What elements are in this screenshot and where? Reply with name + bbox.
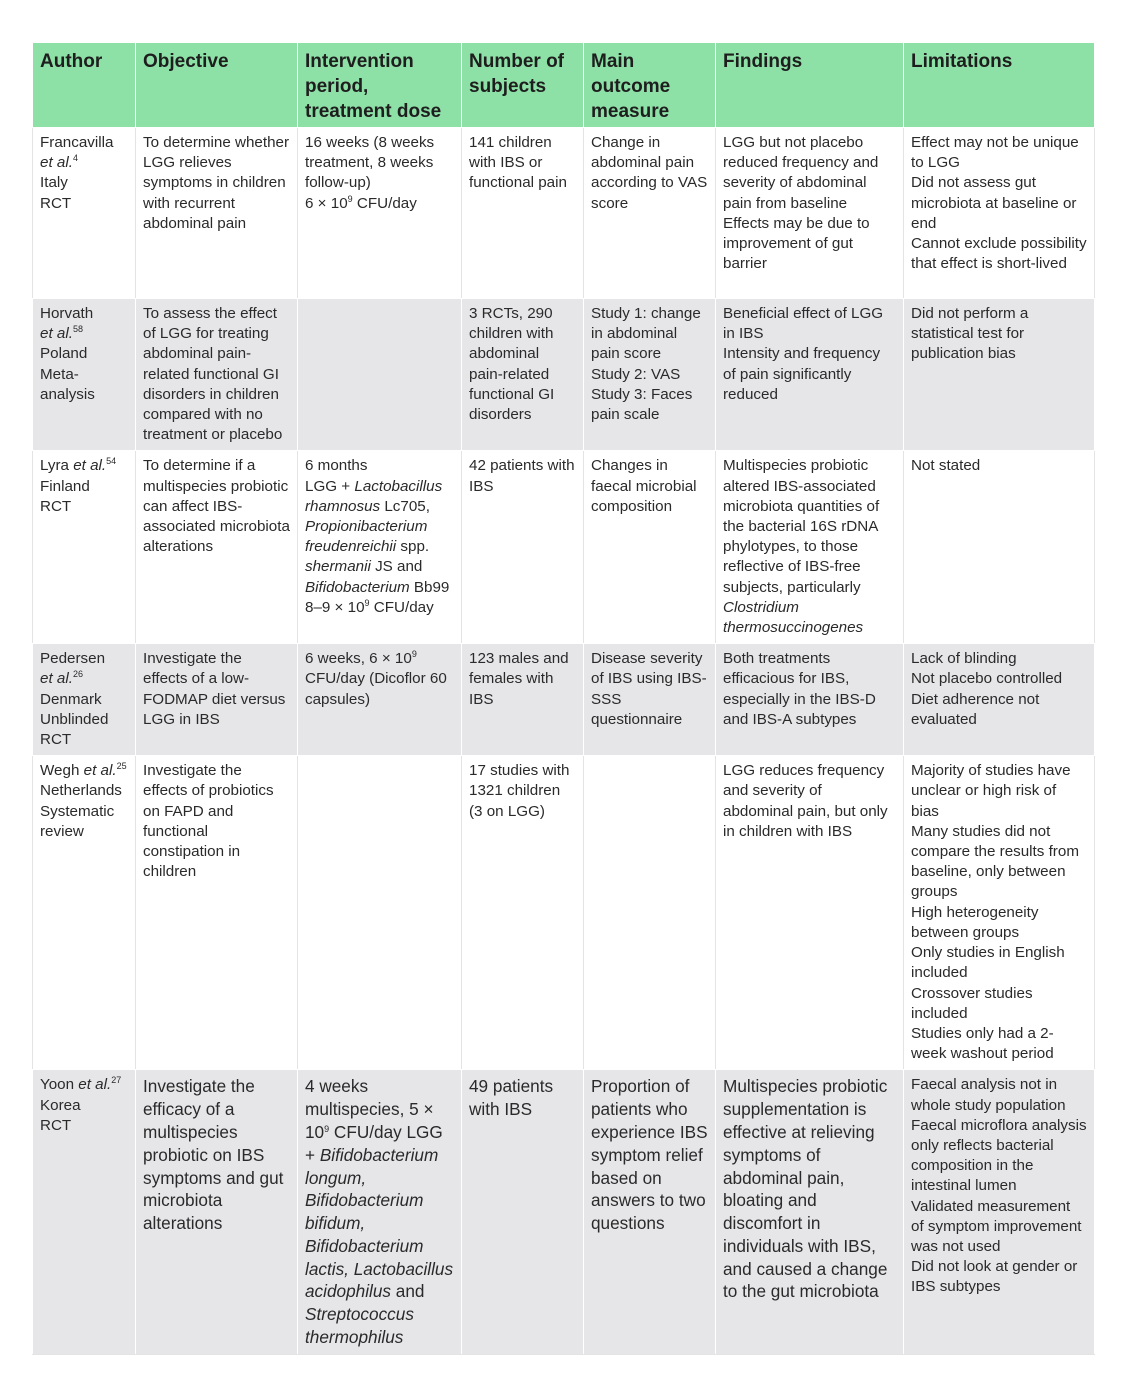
table-row	[33, 299, 1095, 451]
subjects-cell: 42 patients with IBS	[462, 451, 584, 644]
intervention-cell	[298, 644, 462, 756]
intervention-text: CFU/day LGG +	[305, 1121, 443, 1165]
limitation-line: Effect may not be unique to LGG	[911, 134, 1079, 172]
header-subjects: Number of subjects	[462, 43, 584, 128]
header-outcome: Main outcome measure	[584, 43, 716, 128]
study-design: Systematic review	[40, 802, 115, 840]
author-name: Pedersen	[40, 650, 106, 668]
limitations-cell	[904, 644, 1095, 756]
limitations-cell	[904, 756, 1095, 1070]
intervention-cell	[298, 1070, 462, 1355]
reference: 58	[72, 324, 83, 335]
et-al: et al.	[83, 762, 117, 780]
intervention-text: 4 weeks multispecies, 5 × 10	[305, 1076, 434, 1142]
country: Netherlands	[40, 782, 122, 800]
table-row	[33, 451, 1095, 644]
intervention-cell	[298, 451, 462, 644]
table-row	[33, 756, 1095, 1070]
outcome-line: Study 2: VAS	[591, 365, 681, 383]
country: Italy	[40, 174, 68, 192]
intervention-line: 16 weeks (8 weeks treatment, 8 weeks follow-up)	[305, 134, 435, 192]
outcome-cell: Proportion of patients who experience IBS symptom relief based on answers to two questions	[584, 1070, 716, 1355]
header-findings: Findings	[716, 43, 904, 128]
subjects-cell: 123 males and females with IBS	[462, 644, 584, 756]
table-row	[33, 644, 1095, 756]
et-al: et al.	[40, 670, 73, 688]
subjects-cell: 141 children with IBS or functional pain	[462, 128, 584, 299]
table-row	[33, 128, 1095, 299]
limitation-line: Crossover studies included	[911, 984, 1033, 1022]
author-name: Francavilla	[40, 134, 114, 151]
limitation-line: Not stated	[911, 457, 981, 475]
outcome-cell: Change in abdominal pain according to VAS score	[584, 128, 716, 299]
outcome-cell: Changes in faecal microbial composition	[584, 451, 716, 644]
author-cell	[33, 756, 136, 1070]
intervention-text: JS and	[370, 558, 423, 576]
objective-cell: Investigate the efficacy of a multispecies probiotic on IBS symptoms and gut microbiota alterations	[136, 1070, 298, 1355]
finding-text: Multispecies probiotic altered IBS-associated microbiota quantities of the bacterial 16S rDNA phylotypes, to those reflective of IBS-free subjects, particularly	[723, 457, 880, 596]
limitations-cell	[904, 1070, 1095, 1355]
limitation-line: Not placebo controlled	[911, 670, 1063, 688]
objective-cell: To determine whether LGG relieves symptoms in children with recurrent abdominal pain	[136, 128, 298, 299]
findings-cell	[716, 451, 904, 644]
species-name: Lactobacillus rhamnosus	[305, 477, 443, 515]
reference: 54	[106, 456, 117, 467]
header-author: Author	[33, 43, 136, 128]
country: Denmark	[40, 690, 102, 708]
finding-line: Effects may be due to improvement of gut barrier	[723, 214, 870, 273]
finding-line: Both treatments efficacious for IBS, especially in the IBS-D and IBS-A subtypes	[723, 650, 876, 728]
intervention-cell	[298, 299, 462, 451]
et-al: et al.	[40, 325, 73, 343]
author-name: Wegh	[40, 762, 84, 780]
objective-cell: Investigate the effects of probiotics on FAPD and functional constipation in children	[136, 756, 298, 1070]
intervention-cell	[298, 128, 462, 299]
outcome-cell	[584, 299, 716, 451]
findings-cell	[716, 756, 904, 1070]
reference: 27	[111, 1075, 122, 1086]
intervention-text: CFU/day (Dicoflor 60 capsules)	[305, 670, 447, 708]
limitation-line: Did not look at gender or IBS subtypes	[911, 1258, 1078, 1296]
header-objective: Objective	[136, 43, 298, 128]
study-design: RCT	[40, 1116, 72, 1134]
species-name: shermanii	[305, 558, 371, 576]
author-cell	[33, 299, 136, 451]
objective-cell: To assess the effect of LGG for treating abdominal pain-related functional GI disorders in children compared with no treatment or placebo	[136, 299, 298, 451]
limitations-cell	[904, 128, 1095, 299]
finding-line: LGG but not placebo reduced frequency and severity of abdominal pain from baseline	[723, 134, 879, 212]
study-design: Unblinded RCT	[40, 710, 109, 749]
limitation-line: Studies only had a 2-week washout period	[911, 1024, 1054, 1063]
limitation-line: High heterogeneity between groups	[911, 903, 1039, 941]
findings-cell	[716, 644, 904, 756]
author-name: Horvath	[40, 305, 94, 322]
limitation-line: Did not perform a statistical test for publication bias	[911, 305, 1029, 363]
intervention-text: Bb99 8–9 × 10	[305, 578, 450, 616]
species-name: Propionibacterium freudenreichii	[305, 518, 428, 556]
findings-cell	[716, 1070, 904, 1355]
finding-line: Beneficial effect of LGG in IBS	[723, 305, 884, 343]
reference: 4	[72, 153, 78, 164]
exponent: 9	[324, 1123, 330, 1134]
objective-cell: Investigate the effects of a low-FODMAP diet versus LGG in IBS	[136, 644, 298, 756]
limitation-line: Cannot exclude possibility that effect is short-lived	[911, 235, 1087, 273]
exponent: 9	[347, 193, 353, 204]
outcome-cell: Disease severity of IBS using IBS-SSS questionnaire	[584, 644, 716, 756]
header-limitations: Limitations	[904, 43, 1095, 128]
subjects-cell: 17 studies with 1321 children (3 on LGG)	[462, 756, 584, 1070]
country: Poland	[40, 345, 88, 363]
objective-cell: To determine if a multispecies probiotic can affect IBS-associated microbiota alterations	[136, 451, 298, 644]
exponent: 9	[411, 649, 417, 660]
study-design: RCT	[40, 194, 72, 212]
limitation-line: Faecal microflora analysis only reflects bacterial composition in the intestinal lumen	[911, 1116, 1087, 1195]
author-name: Yoon	[40, 1076, 79, 1094]
table-header-row	[33, 43, 1095, 128]
exponent: 9	[364, 597, 370, 608]
intervention-text: 6 weeks, 6 × 10	[305, 650, 412, 668]
limitation-line: Faecal analysis not in whole study population	[911, 1076, 1066, 1114]
species-name: Bifidobacterium	[305, 578, 410, 596]
findings-cell	[716, 128, 904, 299]
findings-cell	[716, 299, 904, 451]
reference: 26	[72, 669, 83, 680]
country: Korea	[40, 1096, 81, 1114]
subjects-cell: 3 RCTs, 290 children with abdominal pain-related functional GI disorders	[462, 299, 584, 451]
limitation-line: Validated measurement of symptom improvement was not used	[911, 1197, 1082, 1255]
et-al: et al.	[40, 154, 73, 172]
limitations-cell	[904, 299, 1095, 451]
limitation-line: Lack of blinding	[911, 650, 1017, 668]
author-name: Lyra	[40, 457, 69, 475]
intervention-text: CFU/day	[352, 194, 417, 212]
intervention-text: CFU/day	[369, 598, 434, 616]
intervention-cell	[298, 756, 462, 1070]
limitation-line: Majority of studies have unclear or high risk of bias	[911, 762, 1071, 820]
finding-line: LGG reduces frequency and severity of abdominal pain, but only in children with IBS	[723, 762, 888, 840]
country: Finland	[40, 477, 90, 495]
intervention-text: Lc705,	[380, 497, 430, 515]
header-intervention: Intervention period, treatment dose	[298, 43, 462, 128]
reference: 25	[116, 761, 127, 772]
limitations-cell	[904, 451, 1095, 644]
outcome-line: Study 1: change in abdominal pain score	[591, 305, 701, 363]
limitation-line: Did not assess gut microbiota at baseline or end	[911, 174, 1077, 232]
intervention-text: and	[391, 1281, 425, 1302]
table-row	[33, 1070, 1095, 1355]
species-name: Streptococcus thermophilus	[305, 1304, 414, 1348]
intervention-line: 6 months	[305, 457, 368, 475]
et-al: et al.	[78, 1076, 112, 1094]
author-cell	[33, 644, 136, 756]
et-al: et al.	[73, 457, 107, 475]
author-cell	[33, 128, 136, 299]
outcome-line: Study 3: Faces pain scale	[591, 385, 693, 424]
intervention-text: LGG +	[305, 477, 355, 495]
outcome-cell	[584, 756, 716, 1070]
species-name: Bifidobacterium longum, Bifidobacterium bifidum, Bifidobacterium lactis, Lactobacillus acidophilus	[305, 1144, 454, 1302]
author-cell	[33, 451, 136, 644]
limitation-line: Only studies in English included	[911, 944, 1065, 982]
limitation-line: Many studies did not compare the results from baseline, only between groups	[911, 822, 1079, 901]
subjects-cell: 49 patients with IBS	[462, 1070, 584, 1355]
study-design: RCT	[40, 497, 72, 515]
studies-table	[32, 42, 1095, 1355]
limitation-line: Diet adherence not evaluated	[911, 690, 1040, 728]
intervention-text: 6 × 10	[305, 194, 348, 212]
finding-line: Multispecies probiotic supplementation is effective at relieving symptoms of abdominal pain, bloating and discomfort in individuals with IBS, and caused a change to the gut microbiota	[723, 1076, 888, 1302]
species-name: Clostridium thermosuccinogenes	[723, 598, 864, 637]
study-design: Meta-analysis	[40, 365, 95, 403]
finding-line: Intensity and frequency of pain significantly reduced	[723, 345, 881, 403]
author-cell	[33, 1070, 136, 1355]
intervention-text: spp.	[396, 538, 430, 556]
